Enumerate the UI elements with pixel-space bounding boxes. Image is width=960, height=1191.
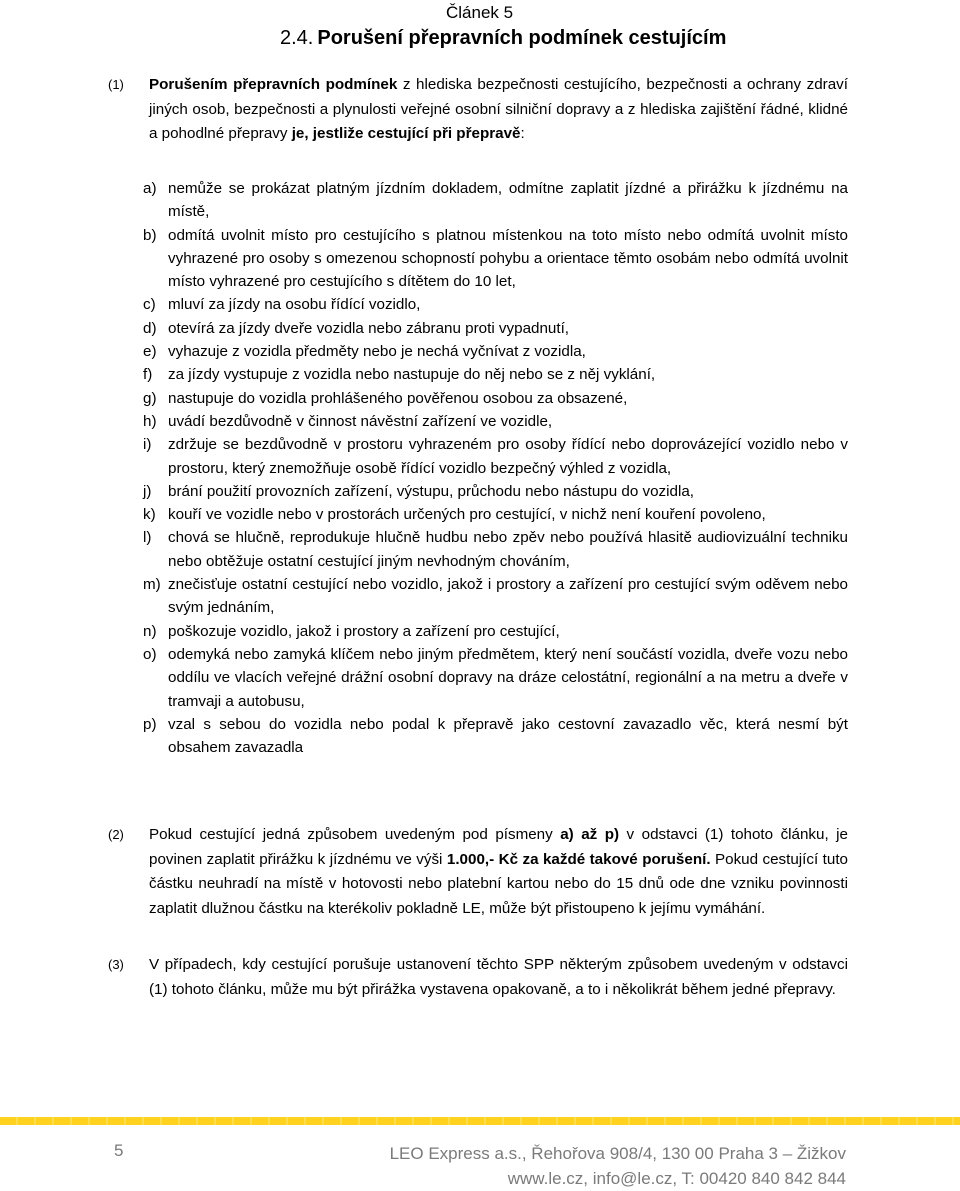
list-item: [143, 713, 848, 760]
list-item: [143, 503, 848, 526]
list-item-letter: m): [143, 576, 161, 594]
list-item-letter: k): [143, 506, 156, 524]
paragraph-text: Pokud cestující jedná způsobem uvedeným pod písmeny: [149, 826, 561, 843]
company-address: LEO Express a.s., Řehořova 908/4, 130 00 Praha 3 – Žižkov: [389, 1144, 846, 1163]
list-item-letter: e): [143, 343, 157, 361]
list-item: [143, 573, 848, 620]
list-item: [143, 643, 848, 713]
list-item-text: vzal s sebou do vozidla nebo podal k přepravě jako cestovní zavazadlo věc, která nesmí být obsahem zavazadla: [168, 715, 848, 757]
paragraph-number: (2): [108, 827, 124, 842]
list-item-text: kouří ve vozidle nebo v prostorách určených pro cestující, v nichž není kouření povoleno,: [168, 506, 766, 524]
list-item-letter: b): [143, 226, 157, 244]
list-item-letter: a): [143, 180, 157, 197]
list-item-text: nastupuje do vozidla prohlášeného pověřenou osobou za obsazené,: [168, 389, 628, 407]
list-item-text: brání použití provozních zařízení, výstupu, průchodu nebo nástupu do vozidla,: [168, 482, 694, 500]
list-item: [143, 363, 848, 386]
paragraph-number: (1): [108, 77, 124, 92]
list-item-letter: p): [143, 715, 157, 733]
company-contact: www.le.cz, info@le.cz, T: 00420 840 842 844: [507, 1169, 846, 1188]
list-item: [143, 177, 848, 224]
violations-list: [143, 177, 848, 759]
list-item-text: uvádí bezdůvodně v činnost návěstní zařízení ve vozidle,: [168, 412, 553, 430]
list-item: [143, 620, 848, 643]
list-item-text: nemůže se prokázat platným jízdním dokladem, odmítne zaplatit jízdné a přirážku k jízdnému na místě,: [168, 180, 848, 221]
article-label: Článek 5: [446, 3, 514, 22]
paragraph-colon: :: [520, 125, 525, 142]
list-item-text: za jízdy vystupuje z vozidla nebo nastupuje do něj nebo se z něj vyklání,: [168, 366, 656, 384]
list-item-text: poškozuje vozidlo, jakož i prostory a zařízení pro cestující,: [168, 622, 560, 640]
footer-info: [390, 1141, 846, 1191]
paragraph-text: v odstavci (1) tohoto článku, je povinen zaplatit přirážku k jízdnému ve výši: [149, 826, 848, 868]
list-item-letter: n): [143, 622, 157, 640]
list-item-letter: l): [143, 529, 152, 547]
paragraph-text: z hlediska bezpečnosti cestujícího, bezpečnosti a ochrany zdraví jiných osob, bezpečnosti a plynulosti veřejné osobní silniční dopravy a z hlediska zajištění řádné, klidné a pohodlné přepravy: [149, 76, 848, 142]
list-item: [143, 317, 848, 340]
list-item: [143, 433, 848, 480]
list-item-letter: o): [143, 645, 157, 663]
section-title: [280, 26, 726, 50]
list-item: [143, 410, 848, 433]
list-item-letter: i): [143, 436, 152, 454]
list-item-text: chová se hlučně, reprodukuje hlučně hudbu nebo zpěv nebo používá hlasitě audiovizuální techniku nebo obtěžuje ostatní cestující jiným nevhodným chováním,: [168, 529, 848, 570]
list-item: [143, 293, 848, 316]
surcharge-amount: 1.000,- Kč za každé takové porušení.: [446, 850, 711, 868]
paragraph-1: [108, 73, 848, 147]
paragraph-body: V případech, kdy cestující porušuje ustanovení těchto SPP některým způsobem uvedeným v odstavci (1) tohoto článku, může mu být přirážka vystavena opakovaně, a to i několikrát během jedné přepravy.: [149, 956, 848, 998]
section-number: 2.4.: [280, 27, 314, 49]
letters-range: a) až p): [560, 826, 620, 843]
list-item: [143, 224, 848, 294]
list-item-letter: f): [143, 366, 153, 384]
list-item-letter: c): [143, 296, 156, 314]
list-item: [143, 340, 848, 363]
list-item-text: zdržuje se bezdůvodně v prostoru vyhrazeném pro osoby řídící nebo doprovázející vozidlo nebo v prostoru, který znemožňuje osobě řídící vozidlo bezpečný výhled z vozidla,: [168, 436, 848, 477]
list-item-letter: d): [143, 319, 157, 337]
list-item-letter: j): [143, 482, 152, 500]
list-item-text: znečisťuje ostatní cestující nebo vozidlo, jakož i prostory a zařízení pro cestující svým oděvem nebo svým jednáním,: [168, 576, 848, 617]
paragraph-body: [149, 73, 848, 147]
section-title-text: Porušení přepravních podmínek cestujícím: [317, 27, 727, 49]
list-item-letter: g): [143, 389, 157, 407]
paragraph-body: [149, 823, 848, 921]
paragraph-text: Pokud cestující tuto částku neuhradí na místě v hotovosti nebo platební kartou nebo do 15 dnů ode dne vzniku povinnosti zaplatit dlužnou částku na kterékoliv pokladně LE, může být přistoupeno k jejímu vymáhání.: [149, 850, 848, 917]
footer-stripe: [0, 1117, 960, 1125]
list-item-text: odmítá uvolnit místo pro cestujícího s platnou místenkou na toto místo nebo odmítá uvolnit místo vyhrazené pro osoby s omezenou schopností pohybu a orientace těmto osobám nebo odmítá uvolnit místo vyhrazené pro cestujícího s dítětem do 10 let,: [168, 226, 848, 291]
list-item-text: mluví za jízdy na osobu řídící vozidlo,: [168, 296, 421, 314]
page-number: 5: [114, 1141, 124, 1160]
list-item-letter: h): [143, 412, 157, 430]
list-item: [143, 387, 848, 410]
paragraph-lead: Porušením přepravních podmínek: [149, 76, 398, 93]
paragraph-3: [108, 953, 848, 1002]
list-item: [143, 480, 848, 503]
list-item-text: vyhazuje z vozidla předměty nebo je nechá vyčnívat z vozidla,: [168, 343, 586, 361]
list-item: [143, 526, 848, 573]
paragraph-2: [108, 823, 848, 921]
list-item-text: otevírá za jízdy dveře vozidla nebo zábranu proti vypadnutí,: [168, 319, 570, 337]
paragraph-number: (3): [108, 957, 124, 972]
paragraph-bold-tail: je, jestliže cestující při přepravě: [291, 125, 521, 142]
list-item-text: odemyká nebo zamyká klíčem nebo jiným předmětem, který není součástí vozidla, dveře vozu nebo oddílu ve vlacích veřejné drážní osobní dopravy na dráze celostátní, regionální a na metru a dveře v tramvaji a autobusu,: [168, 645, 848, 710]
